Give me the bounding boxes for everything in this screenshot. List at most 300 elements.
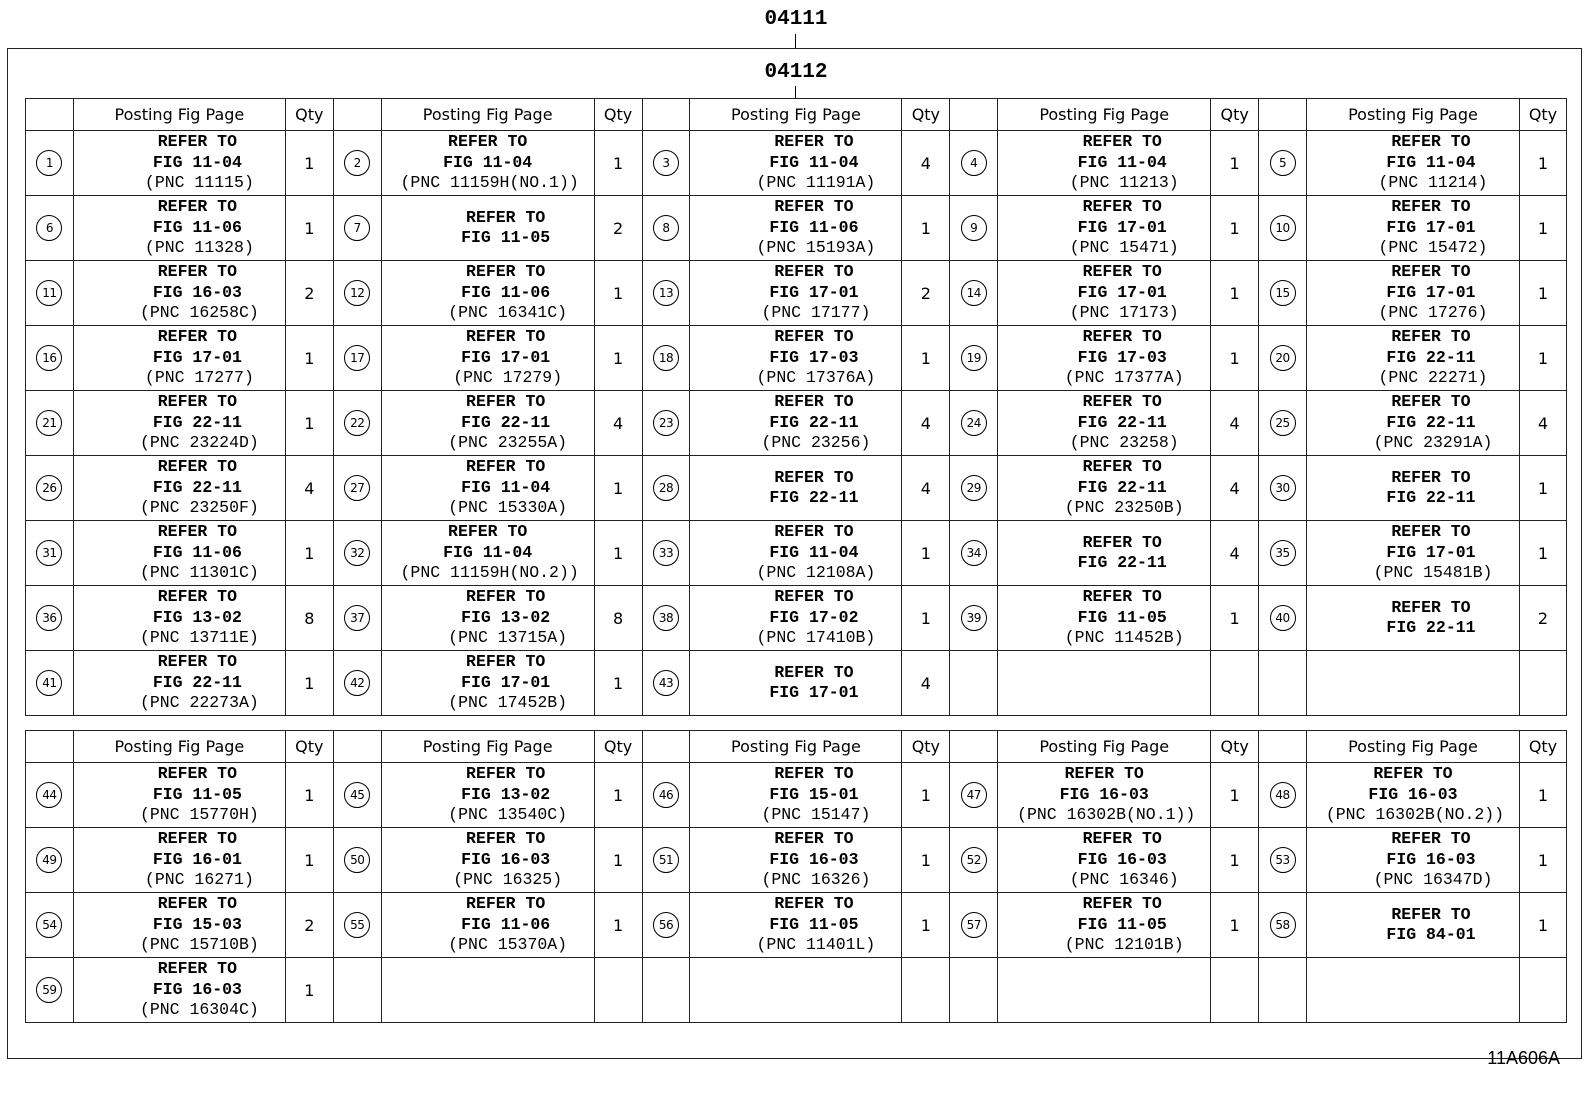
- empty-cell: [642, 958, 690, 1023]
- header-qty: Qty: [902, 731, 950, 763]
- callout-cell: [950, 131, 998, 196]
- qty-cell: 1: [1211, 893, 1259, 958]
- callout-cell: [333, 651, 381, 716]
- callout-number: 18: [653, 345, 679, 371]
- callout-number: 4: [961, 150, 987, 176]
- fig-text: FIG 11-04: [769, 542, 859, 562]
- pnc-text: (PNC 17377A): [1064, 368, 1184, 388]
- posting-fig-page-cell: [381, 586, 594, 651]
- posting-fig-page-cell: [381, 521, 594, 586]
- header-qty: Qty: [1519, 731, 1566, 763]
- qty-cell: 1: [1519, 763, 1566, 828]
- callout-number: 14: [961, 280, 987, 306]
- header-qty: Qty: [1519, 99, 1566, 131]
- pnc-text: (PNC 13711E): [139, 628, 259, 648]
- refer-text: REFER TO: [157, 652, 237, 672]
- refer-text: REFER TO: [157, 959, 237, 979]
- qty-cell: 1: [1211, 763, 1259, 828]
- table-row: [26, 326, 1567, 391]
- callout-cell: [333, 828, 381, 893]
- header-qty: Qty: [285, 731, 333, 763]
- callout-number: 57: [961, 912, 987, 938]
- qty-cell: 1: [285, 828, 333, 893]
- empty-cell: [998, 958, 1211, 1023]
- header-posting-fig-page: Posting Fig Page: [1306, 731, 1519, 763]
- qty-cell: 4: [902, 456, 950, 521]
- qty-cell: 1: [594, 651, 642, 716]
- pnc-text: (PNC 11301C): [139, 563, 259, 583]
- refer-text: REFER TO: [466, 587, 546, 607]
- callout-number: 39: [961, 605, 987, 631]
- callout-cell: [1259, 456, 1307, 521]
- callout-number: 19: [961, 345, 987, 371]
- pnc-text: (PNC 11214): [1378, 173, 1488, 193]
- pnc-text: (PNC 16302B(NO.1)): [1017, 805, 1196, 825]
- posting-fig-page-cell: [73, 196, 285, 261]
- table-row: [26, 586, 1567, 651]
- refer-text: REFER TO: [157, 392, 237, 412]
- callout-cell: [642, 196, 690, 261]
- callout-cell: [333, 521, 381, 586]
- pnc-text: (PNC 11115): [144, 173, 254, 193]
- fig-text: FIG 17-01: [1386, 217, 1476, 237]
- fig-text: FIG 11-04: [443, 542, 533, 562]
- empty-cell: [1519, 651, 1566, 716]
- header-posting-fig-page: Posting Fig Page: [690, 99, 902, 131]
- posting-fig-page-cell: [73, 651, 285, 716]
- callout-cell: [642, 131, 690, 196]
- refer-text: REFER TO: [774, 829, 854, 849]
- posting-fig-page-cell: [690, 651, 902, 716]
- callout-cell: [1259, 326, 1307, 391]
- refer-text: REFER TO: [157, 522, 237, 542]
- posting-fig-page-cell: [1306, 521, 1519, 586]
- posting-fig-page-cell: [381, 828, 594, 893]
- pnc-text: (PNC 16271): [144, 870, 254, 890]
- posting-fig-page-cell: [690, 131, 902, 196]
- callout-number: 28: [653, 475, 679, 501]
- pnc-text: (PNC 17410B): [756, 628, 876, 648]
- qty-cell: 1: [1519, 196, 1566, 261]
- table-row: [26, 456, 1567, 521]
- posting-fig-page-cell: [73, 521, 285, 586]
- refer-text: REFER TO: [1082, 532, 1162, 552]
- refer-text: REFER TO: [1064, 764, 1144, 784]
- refer-text: REFER TO: [157, 262, 237, 282]
- refer-text: REFER TO: [774, 587, 854, 607]
- fig-text: FIG 22-11: [461, 412, 551, 432]
- fig-text: FIG 22-11: [152, 672, 242, 692]
- empty-cell: [950, 958, 998, 1023]
- qty-cell: 1: [902, 763, 950, 828]
- pnc-text: (PNC 15481B): [1373, 563, 1493, 583]
- header-posting-fig-page: Posting Fig Page: [381, 99, 594, 131]
- pnc-text: (PNC 17276): [1378, 303, 1488, 323]
- pnc-text: (PNC 17279): [453, 368, 563, 388]
- posting-fig-page-cell: [998, 131, 1211, 196]
- callout-number: 36: [36, 605, 62, 631]
- posting-fig-page-cell: [1306, 893, 1519, 958]
- qty-cell: 1: [902, 326, 950, 391]
- callout-cell: [333, 586, 381, 651]
- pnc-text: (PNC 11452B): [1064, 628, 1184, 648]
- pnc-text: (PNC 15770H): [139, 805, 259, 825]
- callout-number: 42: [344, 670, 370, 696]
- refer-text: REFER TO: [1082, 587, 1162, 607]
- fig-text: FIG 22-11: [1386, 488, 1476, 507]
- callout-number: 6: [36, 215, 62, 241]
- callout-cell: [642, 893, 690, 958]
- qty-cell: 1: [1211, 828, 1259, 893]
- posting-fig-page-cell: [73, 828, 285, 893]
- qty-cell: 2: [902, 261, 950, 326]
- posting-fig-page-cell: [998, 391, 1211, 456]
- posting-fig-page-cell: [998, 521, 1211, 586]
- posting-fig-page-cell: [998, 828, 1211, 893]
- callout-number: 48: [1270, 782, 1296, 808]
- empty-cell: [1211, 651, 1259, 716]
- fig-text: FIG 13-02: [152, 607, 242, 627]
- table-row: [26, 196, 1567, 261]
- callout-cell: [950, 456, 998, 521]
- qty-cell: 2: [594, 196, 642, 261]
- callout-cell: [950, 326, 998, 391]
- refer-text: REFER TO: [1391, 597, 1471, 617]
- posting-fig-page-cell: [1306, 763, 1519, 828]
- qty-cell: 1: [285, 651, 333, 716]
- header-row: [26, 99, 1567, 131]
- fig-text: FIG 17-03: [1077, 347, 1167, 367]
- qty-cell: 1: [1519, 326, 1566, 391]
- callout-cell: [1259, 521, 1307, 586]
- qty-cell: 4: [1211, 391, 1259, 456]
- refer-text: REFER TO: [448, 522, 528, 542]
- callout-number: 3: [653, 150, 679, 176]
- table-row: [26, 958, 1567, 1023]
- refer-text: REFER TO: [466, 764, 546, 784]
- callout-cell: [26, 196, 74, 261]
- callout-cell: [642, 763, 690, 828]
- callout-cell: [1259, 196, 1307, 261]
- fig-text: FIG 15-01: [769, 784, 859, 804]
- empty-cell: [690, 958, 902, 1023]
- posting-fig-page-cell: [381, 651, 594, 716]
- posting-fig-page-cell: [73, 893, 285, 958]
- pnc-text: (PNC 15370A): [448, 935, 568, 955]
- refer-text: REFER TO: [1391, 327, 1471, 347]
- table-row: [26, 521, 1567, 586]
- posting-fig-page-cell: [73, 131, 285, 196]
- fig-text: FIG 11-04: [1386, 152, 1476, 172]
- callout-cell: [950, 586, 998, 651]
- pnc-text: (PNC 15472): [1378, 238, 1488, 258]
- callout-cell: [950, 828, 998, 893]
- fig-text: FIG 22-11: [1386, 412, 1476, 432]
- callout-number: 13: [653, 280, 679, 306]
- refer-text: REFER TO: [466, 327, 546, 347]
- qty-cell: 1: [285, 521, 333, 586]
- posting-fig-page-cell: [73, 326, 285, 391]
- callout-number: 55: [344, 912, 370, 938]
- qty-cell: 1: [1519, 456, 1566, 521]
- pnc-text: (PNC 12108A): [756, 563, 876, 583]
- callout-number: 12: [344, 280, 370, 306]
- callout-number: 30: [1270, 475, 1296, 501]
- qty-cell: 1: [285, 131, 333, 196]
- refer-text: REFER TO: [157, 764, 237, 784]
- posting-fig-page-cell: [690, 521, 902, 586]
- header-blank: [642, 99, 690, 131]
- pnc-text: (PNC 13540C): [448, 805, 568, 825]
- header-posting-fig-page: Posting Fig Page: [73, 99, 285, 131]
- pnc-text: (PNC 13715A): [448, 628, 568, 648]
- fig-text: FIG 13-02: [461, 784, 551, 804]
- posting-fig-page-cell: [1306, 196, 1519, 261]
- refer-text: REFER TO: [1082, 829, 1162, 849]
- header-blank: [1259, 731, 1307, 763]
- pnc-text: (PNC 15710B): [139, 935, 259, 955]
- refer-text: REFER TO: [157, 829, 237, 849]
- posting-fig-page-cell: [998, 326, 1211, 391]
- qty-cell: 1: [1211, 261, 1259, 326]
- fig-text: FIG 17-01: [769, 683, 859, 702]
- posting-fig-page-cell: [1306, 261, 1519, 326]
- callout-cell: [26, 828, 74, 893]
- callout-number: 17: [344, 345, 370, 371]
- refer-text: REFER TO: [466, 392, 546, 412]
- refer-text: REFER TO: [1082, 327, 1162, 347]
- callout-cell: [26, 131, 74, 196]
- fig-text: FIG 22-11: [1077, 477, 1167, 497]
- callout-number: 16: [36, 345, 62, 371]
- posting-fig-page-cell: [690, 828, 902, 893]
- posting-fig-page-cell: [73, 391, 285, 456]
- refer-text: REFER TO: [1082, 132, 1162, 152]
- fig-text: FIG 17-01: [1386, 282, 1476, 302]
- fig-text: FIG 17-01: [461, 347, 551, 367]
- callout-cell: [333, 326, 381, 391]
- callout-cell: [333, 131, 381, 196]
- pnc-text: (PNC 12101B): [1064, 935, 1184, 955]
- callout-cell: [333, 261, 381, 326]
- table-row: [26, 828, 1567, 893]
- pnc-text: (PNC 15147): [761, 805, 871, 825]
- header-blank: [950, 731, 998, 763]
- qty-cell: 1: [594, 326, 642, 391]
- pnc-text: (PNC 16346): [1069, 870, 1179, 890]
- refer-text: REFER TO: [774, 262, 854, 282]
- callout-number: 7: [344, 215, 370, 241]
- callout-number: 5: [1270, 150, 1296, 176]
- table-row: [26, 763, 1567, 828]
- callout-number: 40: [1270, 605, 1296, 631]
- qty-cell: 4: [1211, 456, 1259, 521]
- qty-cell: 8: [285, 586, 333, 651]
- callout-cell: [642, 651, 690, 716]
- header-posting-fig-page: Posting Fig Page: [998, 731, 1211, 763]
- fig-text: FIG 11-04: [769, 152, 859, 172]
- qty-cell: 4: [285, 456, 333, 521]
- callout-cell: [333, 196, 381, 261]
- fig-text: FIG 16-03: [1386, 849, 1476, 869]
- header-blank: [26, 99, 74, 131]
- refer-text: REFER TO: [466, 262, 546, 282]
- fig-text: FIG 16-03: [1059, 784, 1149, 804]
- refer-text: REFER TO: [157, 894, 237, 914]
- pnc-text: (PNC 23250F): [139, 498, 259, 518]
- callout-cell: [1259, 131, 1307, 196]
- fig-text: FIG 11-05: [769, 914, 859, 934]
- callout-number: 11: [36, 280, 62, 306]
- pnc-text: (PNC 22271): [1378, 368, 1488, 388]
- callout-number: 38: [653, 605, 679, 631]
- posting-fig-page-cell: [381, 763, 594, 828]
- posting-fig-page-cell: [690, 586, 902, 651]
- qty-cell: 4: [1519, 391, 1566, 456]
- pnc-text: (PNC 23250B): [1064, 498, 1184, 518]
- posting-fig-page-cell: [690, 456, 902, 521]
- refer-text: REFER TO: [157, 587, 237, 607]
- fig-text: FIG 17-02: [769, 607, 859, 627]
- callout-cell: [26, 326, 74, 391]
- callout-number: 25: [1270, 410, 1296, 436]
- refer-text: REFER TO: [1391, 392, 1471, 412]
- posting-fig-page-cell: [690, 261, 902, 326]
- callout-number: 1: [36, 150, 62, 176]
- pnc-text: (PNC 16304C): [139, 1000, 259, 1020]
- callout-number: 54: [36, 912, 62, 938]
- callout-number: 59: [36, 977, 62, 1003]
- posting-fig-page-cell: [381, 391, 594, 456]
- fig-text: FIG 11-04: [152, 152, 242, 172]
- refer-text: REFER TO: [774, 197, 854, 217]
- assembly-code-04112: 04112: [764, 61, 828, 84]
- refer-text: REFER TO: [157, 132, 237, 152]
- callout-number: 2: [344, 150, 370, 176]
- posting-fig-page-cell: [381, 326, 594, 391]
- callout-number: 33: [653, 540, 679, 566]
- callout-cell: [1259, 586, 1307, 651]
- refer-text: REFER TO: [1391, 522, 1471, 542]
- callout-number: 52: [961, 847, 987, 873]
- qty-cell: 4: [1211, 521, 1259, 586]
- qty-cell: 2: [285, 261, 333, 326]
- pnc-text: (PNC 11159H(NO.1)): [400, 173, 579, 193]
- callout-number: 22: [344, 410, 370, 436]
- callout-cell: [1259, 893, 1307, 958]
- callout-number: 35: [1270, 540, 1296, 566]
- header-qty: Qty: [594, 99, 642, 131]
- qty-cell: 1: [902, 521, 950, 586]
- fig-text: FIG 11-05: [1077, 607, 1167, 627]
- fig-text: FIG 22-11: [152, 412, 242, 432]
- reference-table-2: [25, 730, 1567, 1023]
- pnc-text: (PNC 17376A): [756, 368, 876, 388]
- fig-text: FIG 16-03: [769, 849, 859, 869]
- table-row: [26, 391, 1567, 456]
- leader-line-top: [795, 34, 796, 48]
- qty-cell: 1: [594, 131, 642, 196]
- assembly-code-04111: 04111: [764, 8, 828, 31]
- qty-cell: 1: [594, 456, 642, 521]
- posting-fig-page-cell: [381, 196, 594, 261]
- refer-text: REFER TO: [466, 652, 546, 672]
- header-posting-fig-page: Posting Fig Page: [1306, 99, 1519, 131]
- pnc-text: (PNC 23224D): [139, 433, 259, 453]
- callout-number: 41: [36, 670, 62, 696]
- callout-number: 58: [1270, 912, 1296, 938]
- table-row: [26, 261, 1567, 326]
- qty-cell: 1: [1211, 131, 1259, 196]
- empty-cell: [950, 651, 998, 716]
- refer-text: REFER TO: [448, 132, 528, 152]
- posting-fig-page-cell: [998, 893, 1211, 958]
- pnc-text: (PNC 16326): [761, 870, 871, 890]
- callout-cell: [950, 261, 998, 326]
- pnc-text: (PNC 22273A): [139, 693, 259, 713]
- table-row: [26, 893, 1567, 958]
- pnc-text: (PNC 17277): [144, 368, 254, 388]
- fig-text: FIG 17-01: [461, 672, 551, 692]
- fig-text: FIG 22-11: [1077, 553, 1167, 572]
- callout-cell: [333, 893, 381, 958]
- fig-text: FIG 15-03: [152, 914, 242, 934]
- fig-text: FIG 16-01: [152, 849, 242, 869]
- fig-text: FIG 84-01: [1386, 925, 1476, 944]
- qty-cell: 8: [594, 586, 642, 651]
- qty-cell: 2: [1519, 586, 1566, 651]
- header-posting-fig-page: Posting Fig Page: [381, 731, 594, 763]
- callout-cell: [333, 391, 381, 456]
- empty-cell: [1211, 958, 1259, 1023]
- fig-text: FIG 11-06: [461, 282, 551, 302]
- header-row: [26, 731, 1567, 763]
- pnc-text: (PNC 17177): [761, 303, 871, 323]
- fig-text: FIG 22-11: [1077, 412, 1167, 432]
- refer-text: REFER TO: [157, 327, 237, 347]
- callout-cell: [642, 326, 690, 391]
- posting-fig-page-cell: [998, 456, 1211, 521]
- empty-cell: [1306, 651, 1519, 716]
- posting-fig-page-cell: [1306, 326, 1519, 391]
- qty-cell: 1: [902, 586, 950, 651]
- callout-number: 24: [961, 410, 987, 436]
- refer-text: REFER TO: [1391, 132, 1471, 152]
- posting-fig-page-cell: [73, 456, 285, 521]
- fig-text: FIG 16-03: [152, 282, 242, 302]
- refer-text: REFER TO: [774, 522, 854, 542]
- posting-fig-page-cell: [998, 261, 1211, 326]
- fig-text: FIG 16-03: [461, 849, 551, 869]
- fig-text: FIG 11-04: [461, 477, 551, 497]
- refer-text: REFER TO: [774, 467, 854, 487]
- empty-cell: [1259, 651, 1307, 716]
- posting-fig-page-cell: [381, 131, 594, 196]
- pnc-text: (PNC 11191A): [756, 173, 876, 193]
- callout-cell: [1259, 261, 1307, 326]
- fig-text: FIG 11-04: [1077, 152, 1167, 172]
- pnc-text: (PNC 16347D): [1373, 870, 1493, 890]
- qty-cell: 1: [1211, 326, 1259, 391]
- posting-fig-page-cell: [73, 763, 285, 828]
- callout-number: 45: [344, 782, 370, 808]
- fig-text: FIG 11-06: [461, 914, 551, 934]
- empty-cell: [1259, 958, 1307, 1023]
- callout-number: 26: [36, 475, 62, 501]
- empty-cell: [1519, 958, 1566, 1023]
- posting-fig-page-cell: [381, 261, 594, 326]
- qty-cell: 1: [285, 326, 333, 391]
